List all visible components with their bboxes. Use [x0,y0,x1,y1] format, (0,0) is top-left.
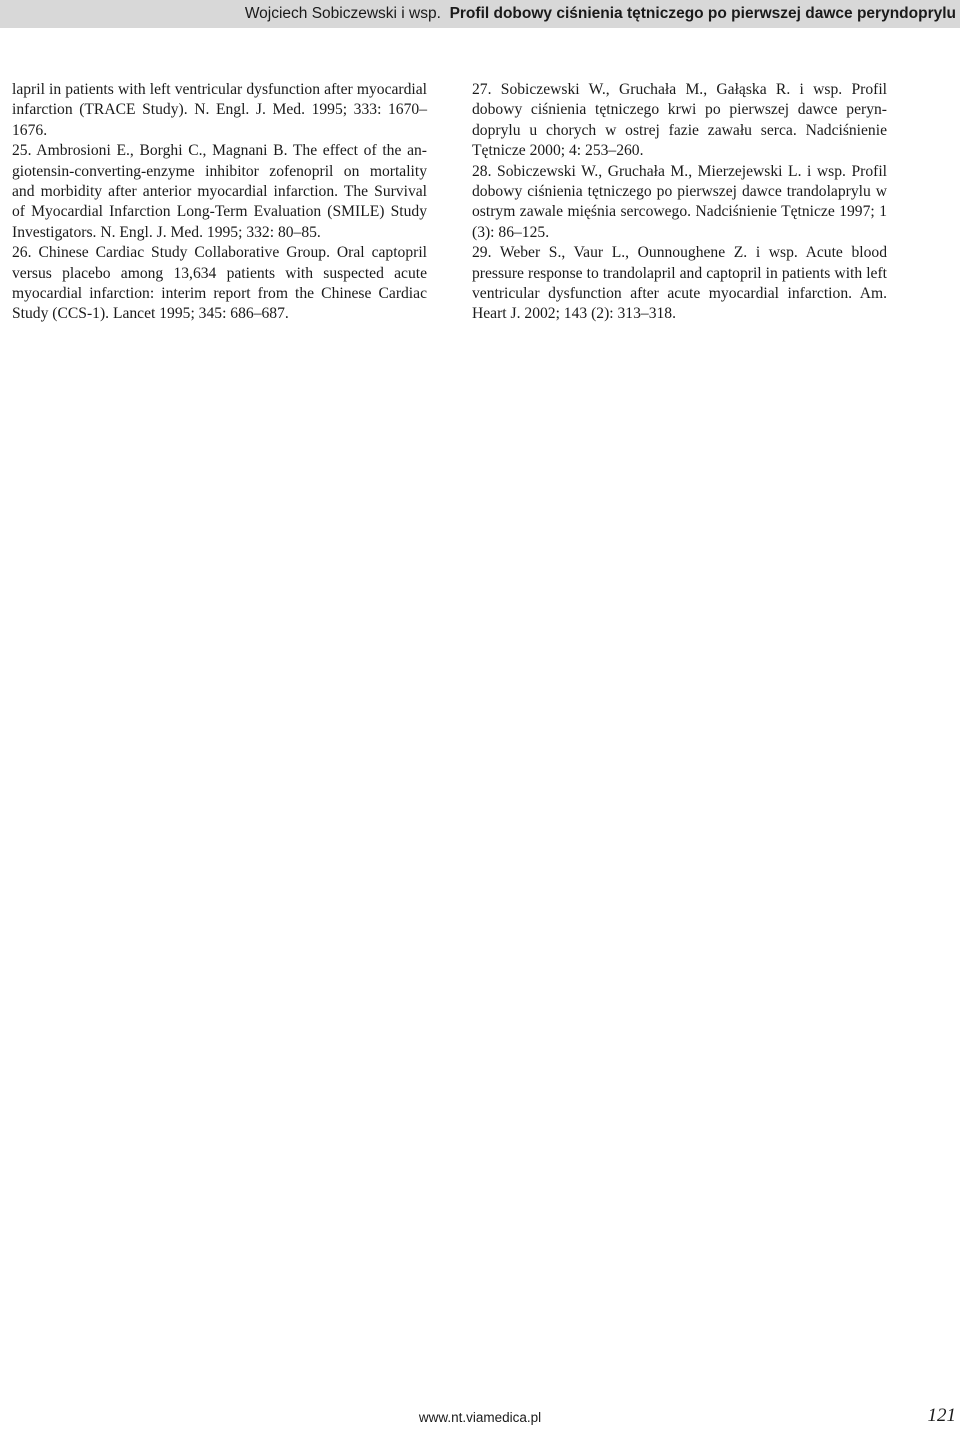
header-authors: Wojciech Sobiczewski i wsp. [244,5,441,22]
reference-item: 26. Chinese Cardiac Study Collaborative Group. Oral captopril versus placebo among 13,634 patients with suspected acute myocardial infarction: interim report from the Chinese Cardiac Study (CCS-1). Lancet 1995; 345: 686–687. [12,244,427,323]
reference-item: 28. Sobiczewski W., Gruchała M., Mierzejewski L. i wsp. Profil dobowy ciśnienia tętniczego po pierwszej dawce trandolaprylu w ostrym zawale mięśnia sercowego. Nadciśnienie Tętnicze 1997; 1 (3): 86–125. [472,162,887,241]
page-number: 121 [927,1405,956,1426]
footer-url: www.nt.viamedica.pl [418,1410,542,1425]
reference-item: 29. Weber S., Vaur L., Ounnoughene Z. i wsp. Acute blood pressure response to trandolapril and captopril in patients with left ventricular dysfunction after acute myocardial infarction. Am. Heart J. 2002; 143 (2): 313–318. [472,244,887,323]
reference-item: lapril in patients with left ventricular dysfunction after myocardial infarction (TRACE Study). N. Engl. J. Med. 1995; 333: 1670–1676. [12,81,427,139]
header-article-title: Profil dobowy ciśnienia tętniczego po pierwszej dawce peryndoprylu [449,5,956,22]
references-column-left [12,80,427,325]
running-header [0,0,960,28]
reference-item: 25. Ambrosioni E., Borghi C., Magnani B. The effect of the angiotensin-converting-enzyme inhibitor zofenopril on mortality and morbidity after anterior myocardial infarction. The Survival of Myocardial Infarction Long-Term Evaluation (SMILE) Study Investigators. N. Engl. J. Med. 1995; 332: 80–85. [12,142,427,241]
reference-item: 27. Sobiczewski W., Gruchała M., Gałąska R. i wsp. Profil dobowy ciśnienia tętniczego krwi po pierwszej dawce peryndoprylu u chorych w ostrej fazie zawału serca. Nadciśnienie Tętnicze 2000; 4: 253–260. [472,81,887,160]
references-column-right [472,80,887,325]
